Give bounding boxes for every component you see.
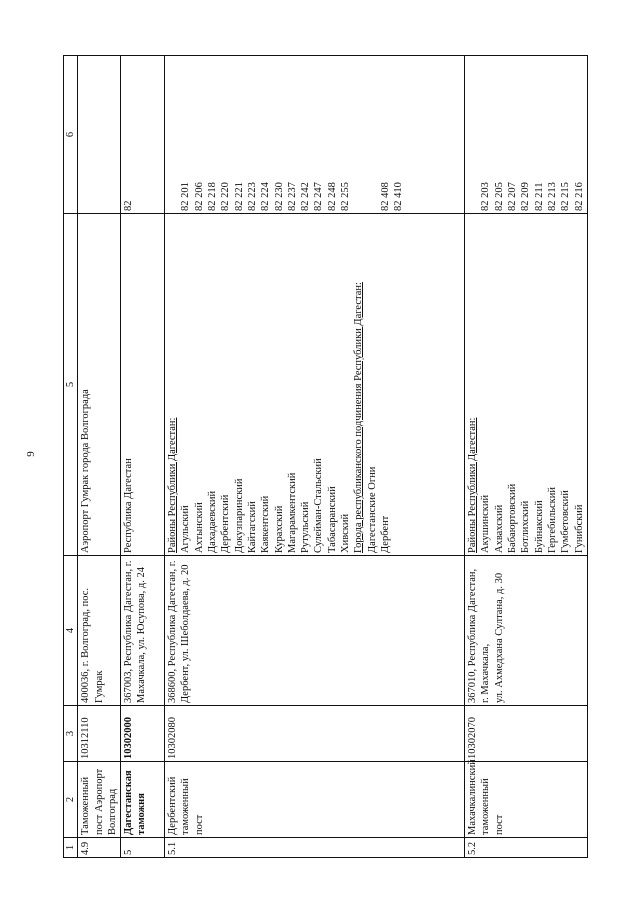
post-address: 368600, Республика Дагестан, г. Дербент, ул. Шеболдаева, д. 20 [165,556,465,706]
customs-address: 367003, Республика Дагестан, г. Махачкала, ул. Юсупова, д. 24 [121,556,165,706]
districts-header: Районы Республики Дагестан: [167,417,179,553]
table-row [465,56,588,858]
district-item: Гергебильский [546,487,558,553]
district-item: Магарамкентский [286,472,298,553]
district-item: Табасаранский [326,486,338,553]
district-item: Акушинский [480,494,492,553]
district-code: 82 237 [286,182,298,211]
district-code: 82 255 [340,182,352,211]
district-code: 82 203 [480,182,492,211]
district-item: Дербентский [220,494,232,553]
header-col-5: 5 [64,214,78,556]
header-col-2: 2 [64,762,78,838]
district-code: 82 211 [533,182,545,211]
district-item: Ахвахский [493,504,505,553]
address-line: ул. Ахмедхана Султана, д. 30 [493,572,505,703]
district-code: 82 206 [193,182,205,211]
district-item: Каякентский [260,495,272,553]
table-row [165,56,465,858]
district-item: Хивский [340,513,352,553]
region-text: Республика Дагестан [121,214,165,556]
okato-code-list [165,56,465,214]
district-code: 82 201 [180,182,192,211]
district-list [465,214,588,556]
post-address: 400036, г. Волгоград, пос. Гумрак [78,556,121,706]
row-number: 5.2 [465,838,588,858]
header-col-1: 1 [64,838,78,858]
district-code: 82 224 [260,182,272,211]
district-item: Ботлихский [520,500,532,553]
header-col-4: 4 [64,556,78,706]
post-code: 10302070 [465,706,588,762]
district-code: 82 216 [573,182,585,211]
table-row [78,56,121,858]
district-item: Гунибский [573,504,585,553]
district-code: 82 230 [273,182,285,211]
customs-name: Дагестанская таможня [121,762,165,838]
okato-code: 82 [121,56,165,214]
rotated-table-page [63,56,615,858]
district-code: 82 209 [520,182,532,211]
district-code: 82 213 [546,182,558,211]
cities-header: Города республиканского подчинения Республики Дагестан: [353,282,365,553]
header-col-3: 3 [64,706,78,762]
page-number: 9 [24,451,37,457]
district-item: Сулейман-Стальский [313,458,325,553]
district-item: Докузпаринский [233,478,245,553]
city-code: 82 410 [393,182,405,211]
city-code: 82 408 [379,182,391,211]
region-text: Аэропорт Гумрак города Волгограда [78,214,121,556]
district-code: 82 218 [207,182,219,211]
city-item: Дербент [379,515,391,553]
district-code: 82 205 [493,182,505,211]
post-name: Таможенный пост Аэропорт Волгоград [78,762,121,838]
post-address [465,556,588,706]
district-code: 82 223 [246,182,258,211]
district-code: 82 215 [560,182,572,211]
address-line: г. Махачкала, [480,643,492,703]
district-item: Рутульский [300,501,312,553]
district-item: Курахский [273,505,285,553]
district-code: 82 242 [300,182,312,211]
header-col-6: 6 [64,56,78,214]
district-item: Кайтагский [246,501,258,553]
row-number: 4.9 [78,838,121,858]
customs-code: 10302000 [121,706,165,762]
district-list [165,214,465,556]
table-row [121,56,165,858]
header-row [64,56,78,858]
district-item: Агульский [180,505,192,553]
post-code: 10312110 [78,706,121,762]
row-number: 5.1 [165,838,465,858]
row-number: 5 [121,838,165,858]
district-code: 82 247 [313,182,325,211]
district-code: 82 220 [220,182,232,211]
okato-code [78,56,121,214]
customs-table [63,55,588,858]
district-code: 82 248 [326,182,338,211]
district-code: 82 207 [507,182,519,211]
post-name: Махачкалинский таможенный пост [465,762,588,838]
district-item: Ахтынский [193,502,205,553]
district-code: 82 221 [233,182,245,211]
address-line: 367010, Республика Дагестан, [467,568,479,703]
post-name: Дербентский таможенный пост [165,762,465,838]
city-item: Дагестанские Огни [366,466,378,553]
post-code: 10302080 [165,706,465,762]
district-item: Дахадаевский [207,490,219,553]
district-item: Бабаюртовский [507,483,519,553]
district-item: Буйнакский [533,500,545,553]
district-item: Гумбетовский [560,490,572,553]
districts-header: Районы Республики Дагестан: [467,417,479,553]
okato-code-list [465,56,588,214]
